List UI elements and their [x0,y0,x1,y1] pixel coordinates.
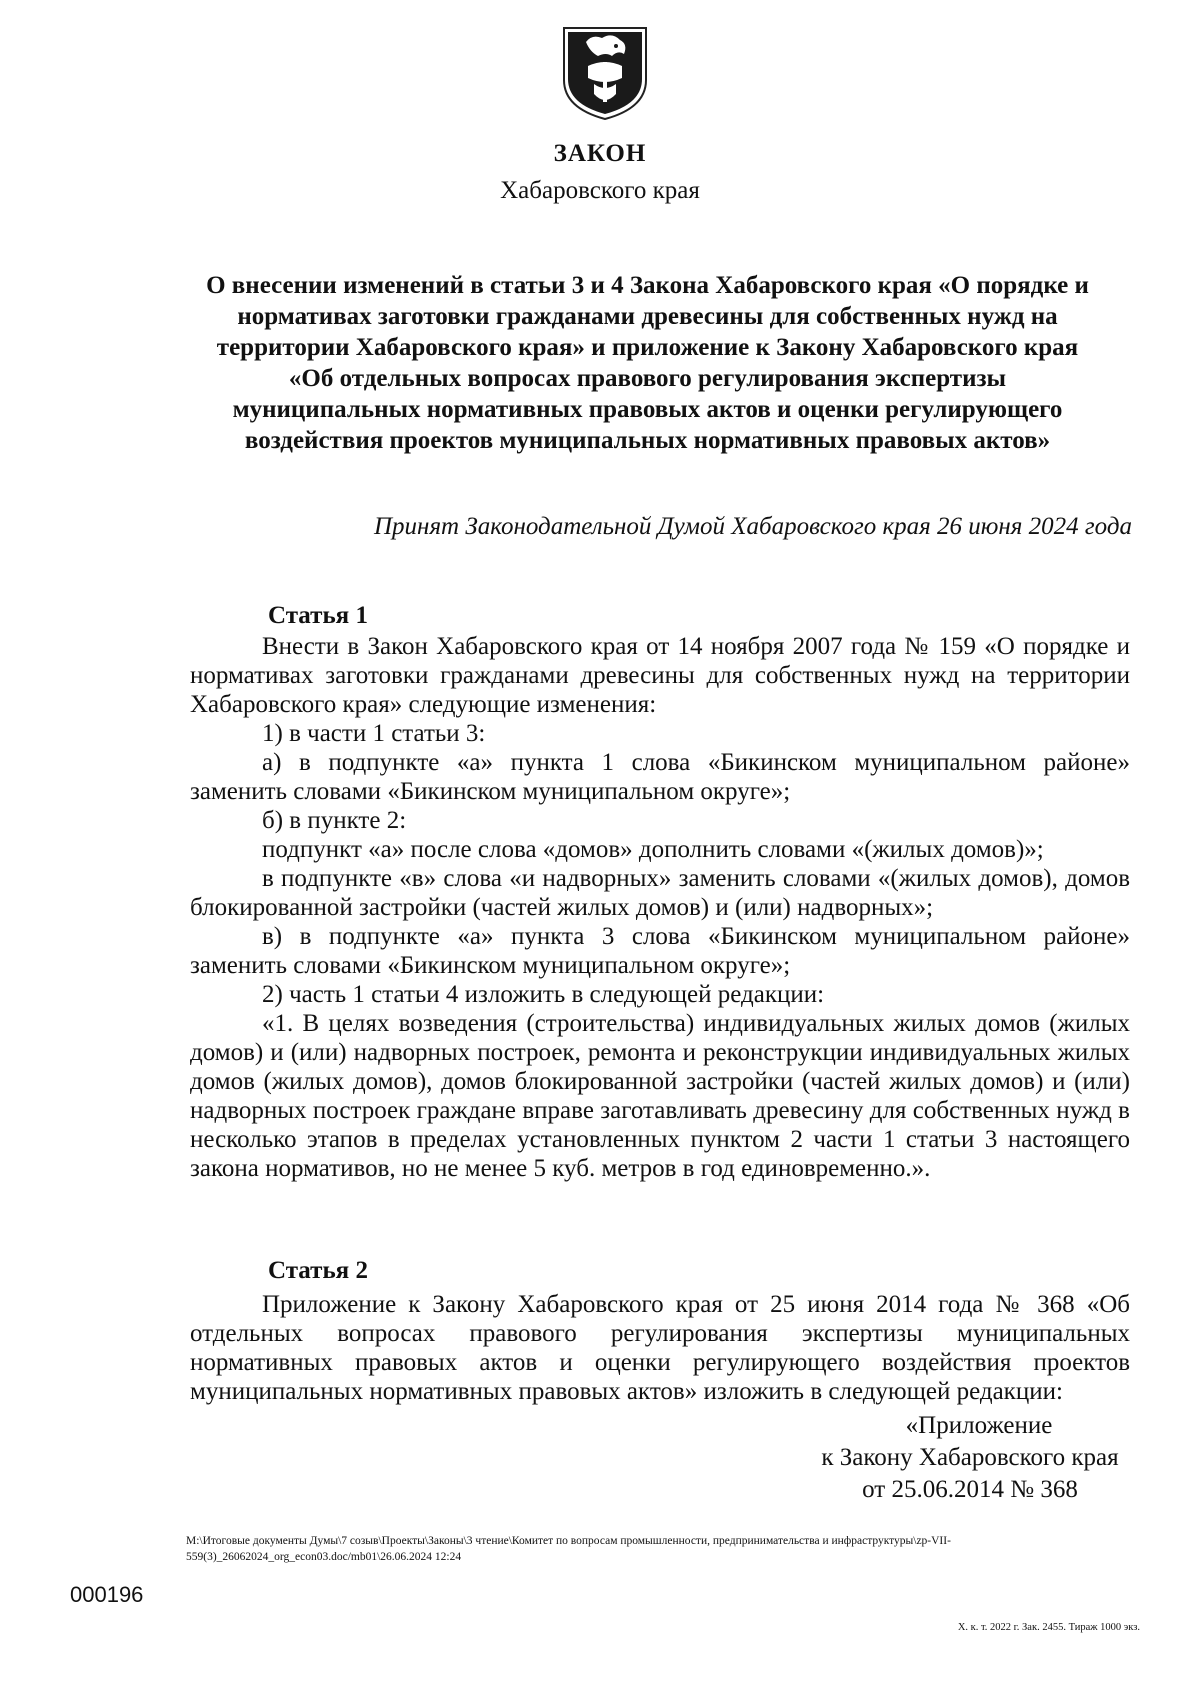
heading-line: воздействия проектов муниципальных нормативных правовых актов» [244,427,1051,454]
heading-line: нормативах заготовки гражданами древесины для собственных нужд на [237,303,1058,330]
appendix-line: к Закону Хабаровского края [821,1444,1119,1471]
paragraph: 2) часть 1 статьи 4 изложить в следующей редакции: [262,981,825,1008]
paragraph: а) в подпункте «а» пункта 1 слова «Бикинском муниципальном районе» заменить словами «Бикинском муниципальном округе»; [190,749,1130,805]
paragraph: подпункт «а» после слова «домов» дополнить словами «(жилых домов)»; [262,836,1044,863]
law-region: Хабаровского края [500,177,700,204]
document-number: 000196 [70,1582,144,1607]
heading-line: «Об отдельных вопросах правового регулирования экспертизы [288,365,1007,392]
print-info: Х. к. т. 2022 г. Зак. 2455. Тираж 1000 экз. [957,1622,1140,1633]
heading-line: О внесении изменений в статьи 3 и 4 Закона Хабаровского края «О порядке и [206,272,1089,299]
law-title: ЗАКОН [553,140,647,167]
file-path-footer: M:\Итоговые документы Думы\7 созыв\Проекты\Законы\3 чтение\Комитет по вопросам промышленности, предпринимательства и инфраструктуры\zp-VII-559(3)_26062024_org_econ03.doc/mb01\26.06.2024 12:24 [186,1535,951,1563]
coat-of-arms-icon [558,22,652,122]
appendix-caption [790,1410,1150,1506]
article-2-body [190,1290,1130,1406]
paragraph: 1) в части 1 статьи 3: [262,720,486,747]
appendix-line: «Приложение [905,1412,1053,1439]
law-heading [180,270,1115,456]
paragraph: «1. В целях возведения (строительства) индивидуальных жилых домов (жилых домов) и (или) надворных построек, ремонта и реконструкции индивидуальных жилых домов (жилых домов), домов блокированной застройки (частей жилых домов) и (или) надворных построек граждане вправе заготавливать древесину для собственных нужд в несколько этапов в пределах установленных пунктом 2 части 1 статьи 3 настоящего закона нормативов, но не менее 5 куб. метров в год единовременно.». [190,1010,1130,1182]
paragraph: в) в подпункте «а» пункта 3 слова «Бикинском муниципальном районе» заменить словами «Бикинском муниципальном округе»; [190,923,1130,979]
heading-line: территории Хабаровского края» и приложение к Закону Хабаровского края [216,334,1079,361]
paragraph: Внести в Закон Хабаровского края от 14 ноября 2007 года № 159 «О порядке и нормативах заготовки гражданами древесины для собственных нужд на территории Хабаровского края» следующие изменения: [190,633,1130,718]
article-1-title: Статья 1 [268,602,368,629]
article-2-title: Статья 2 [268,1257,368,1284]
paragraph: Приложение к Закону Хабаровского края от 25 июня 2014 года № 368 «Об отдельных вопросах правового регулирования экспертизы муниципальных нормативных правовых актов и оценки регулирующего воздействия проектов муниципальных нормативных правовых актов» изложить в следующей редакции: [190,1291,1130,1405]
paragraph: б) в пункте 2: [262,807,407,834]
paragraph: в подпункте «в» слова «и надворных» заменить словами «(жилых домов), домов блокированной застройки (частей жилых домов) и (или) надворных»; [190,865,1130,921]
appendix-line: от 25.06.2014 № 368 [862,1476,1078,1503]
adoption-note: Принят Законодательной Думой Хабаровского края 26 июня 2024 года [373,513,1132,540]
article-1-body [190,632,1130,1183]
heading-line: муниципальных нормативных правовых актов и оценки регулирующего [232,396,1063,423]
